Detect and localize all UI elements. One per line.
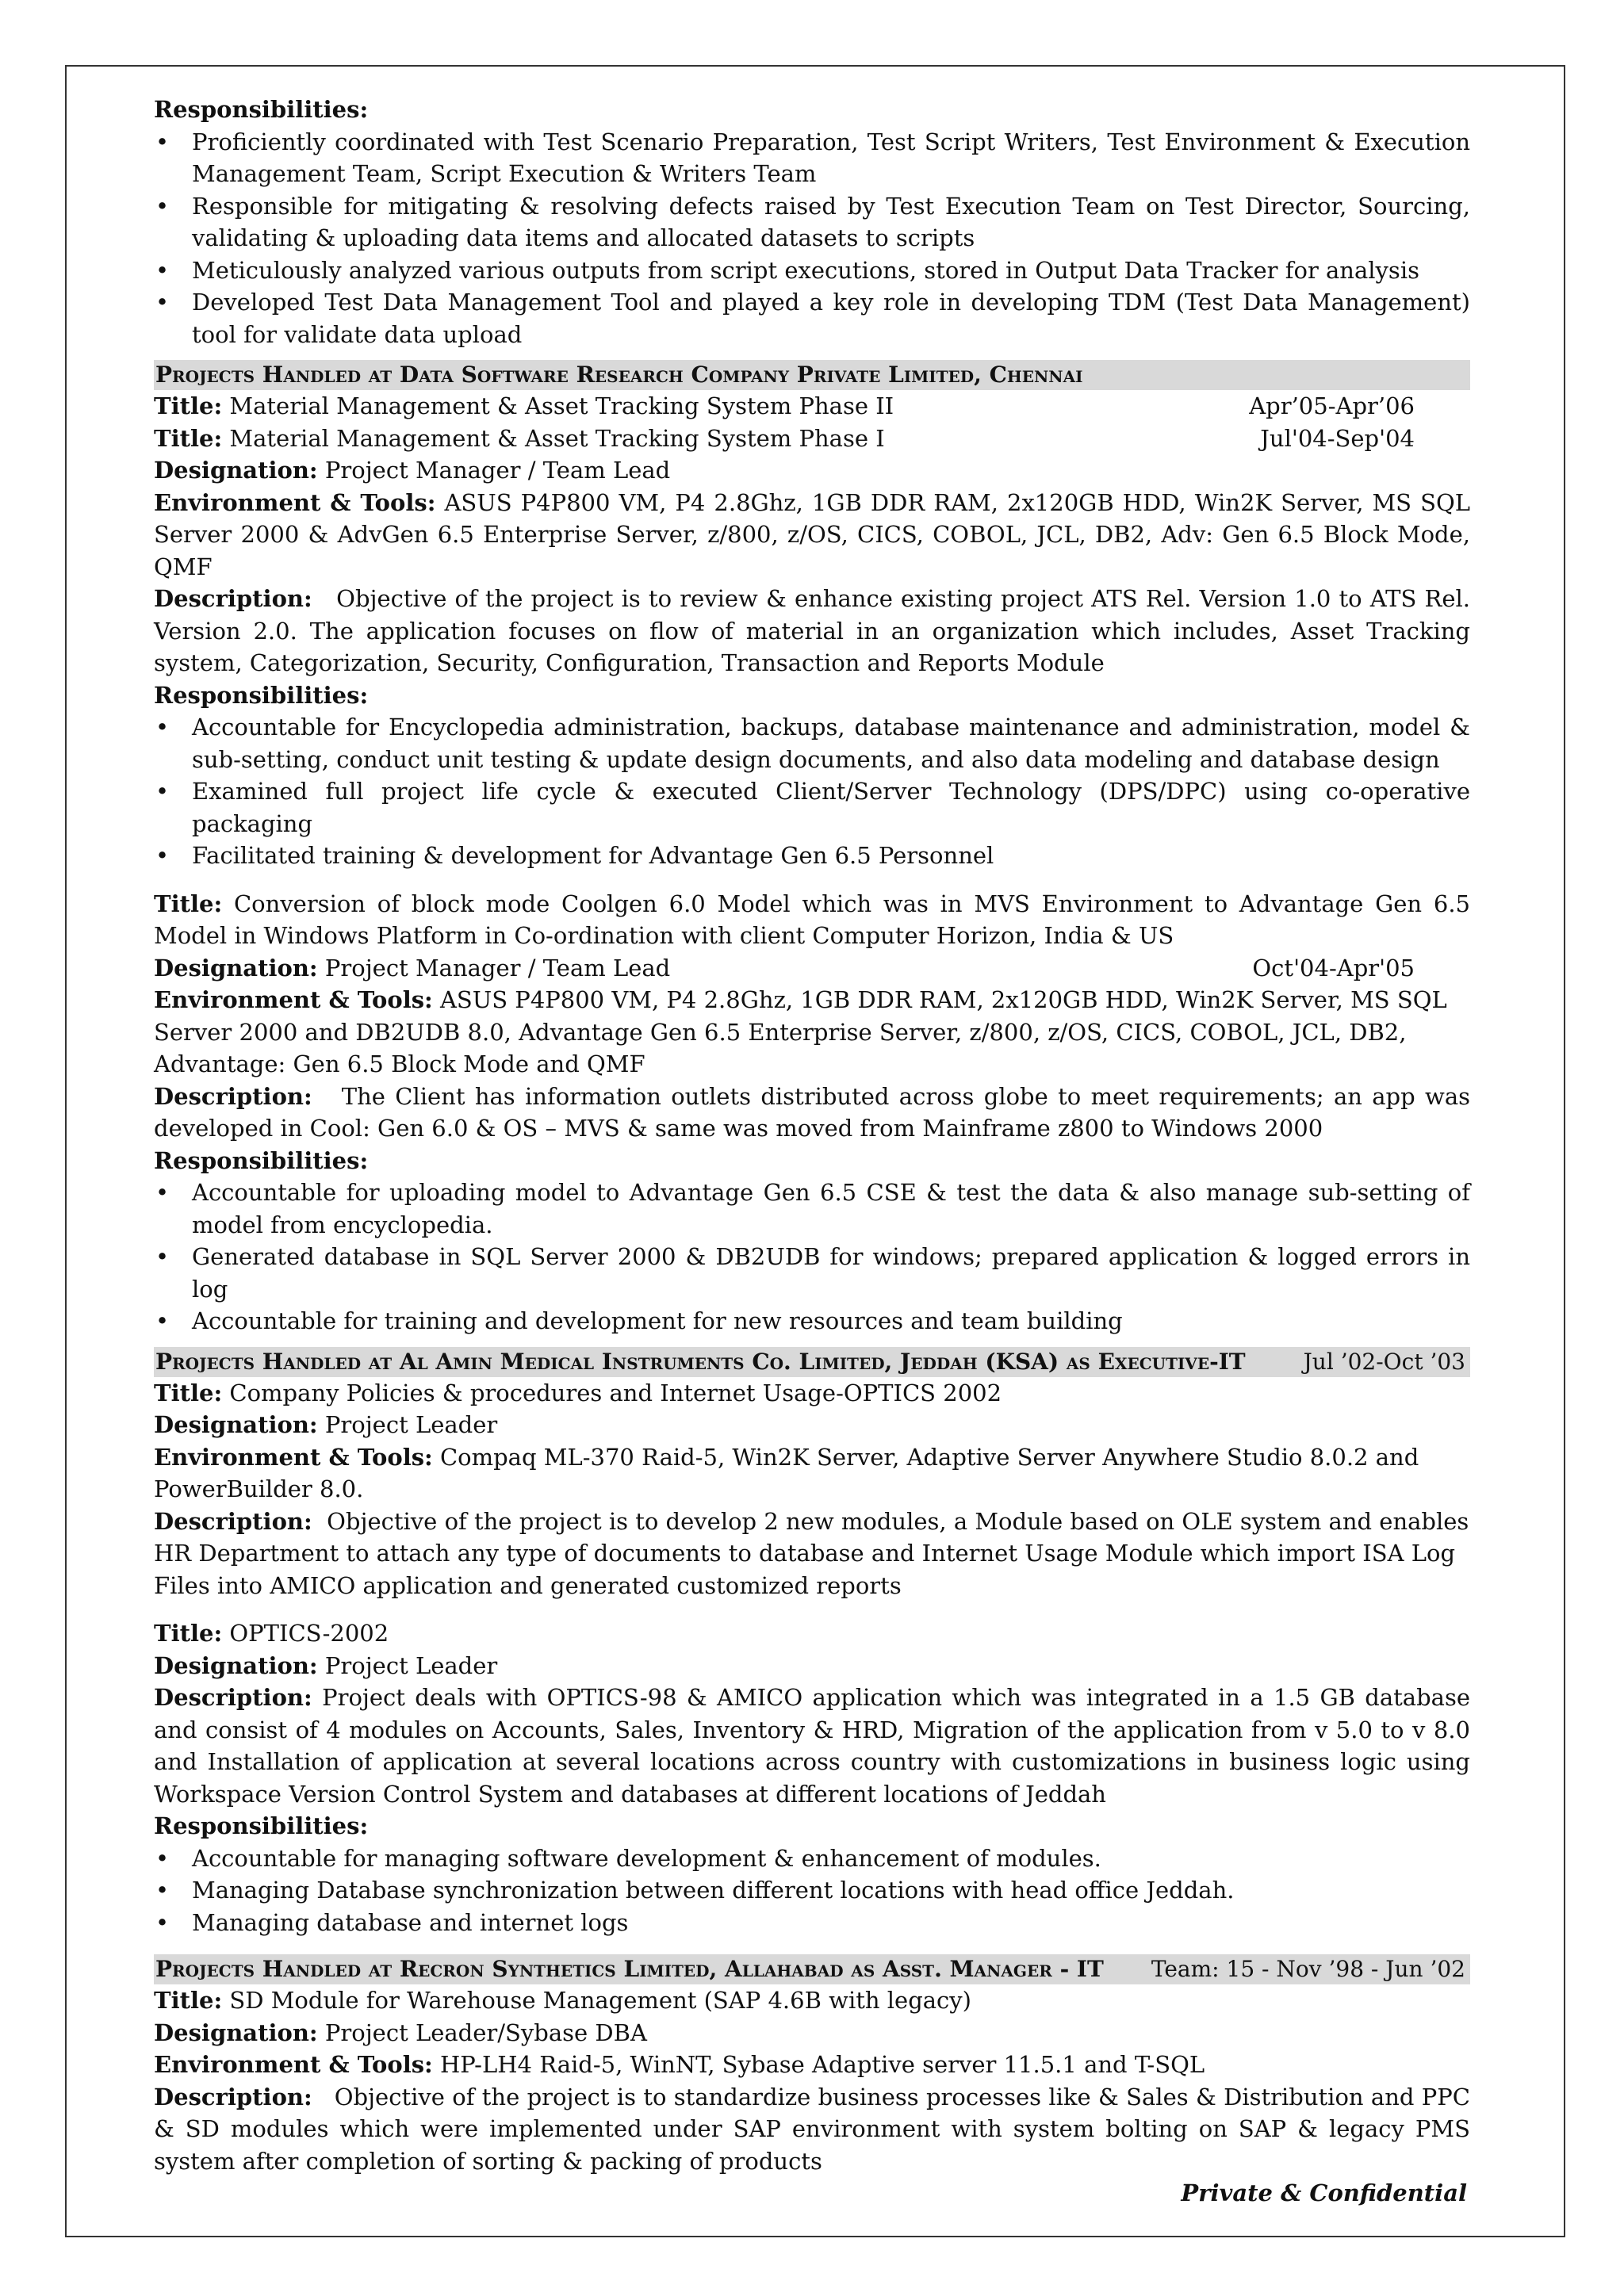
list-item: • Meticulously analyzed various outputs from script executions, stored in Output Data Tracker for analysis	[154, 254, 1470, 287]
list-item: • Managing Database synchronization between different locations with head office Jeddah.	[154, 1874, 1470, 1907]
designation: Project Manager / Team Lead	[324, 954, 671, 982]
list-item: • Accountable for managing software development & enhancement of modules.	[154, 1843, 1470, 1875]
designation: Designation: Project Leader/Sybase DBA	[154, 2019, 647, 2046]
environment-tools: Environment & Tools: ASUS P4P800 VM, P4 2.8Ghz, 1GB DDR RAM, 2x120GB HDD, Win2K Server, MS SQL Server 2000 & AdvGen 6.5 Enterprise Server, z/800, z/OS, CICS, COBOL, JCL, DB2, Adv: Gen 6.5 Block Mode, QMF	[154, 488, 1470, 580]
designation-row: Designation: Project Manager / Team Lead Oct'04-Apr'05	[154, 952, 1470, 985]
environment-tools: Environment & Tools: HP-LH4 Raid-5, WinNT, Sybase Adaptive server 11.5.1 and T-SQL	[154, 2051, 1205, 2078]
responsibilities-label: Responsibilities:	[154, 681, 369, 709]
project-title: Material Management & Asset Tracking System Phase II	[229, 392, 894, 419]
project-title: Title: OPTICS-2002	[154, 1620, 389, 1647]
list-item: • Accountable for Encyclopedia administration, backups, database maintenance and administration, model & sub-setting, conduct unit testing & update design documents, and also data modeling and database design	[154, 711, 1470, 775]
description: Description: Objective of the project is to develop 2 new modules, a Module based on OLE system and enables HR Department to attach any type of documents to database and Internet Usage Module which import ISA Log Files into AMICO application and generated customized reports	[154, 1507, 1469, 1599]
project-title-row: Title: Material Management & Asset Tracking System Phase I Jul'04-Sep'04	[154, 423, 1470, 455]
responsibilities-label: Responsibilities:	[154, 1146, 369, 1174]
project-date: Jul'04-Sep'04	[1260, 424, 1415, 452]
project-date: Apr’05-Apr’06	[1249, 392, 1415, 419]
project-title: Title: Company Policies & procedures and Internet Usage-OPTICS 2002	[154, 1379, 1002, 1406]
project-title: Title: Conversion of block mode Coolgen 6.0 Model which was in MVS Environment to Advantage Gen 6.5 Model in Windows Platform in Co-ordination with client Computer Horizon, India & US	[154, 890, 1471, 949]
section-heading-recron: Projects Handled at Recron Synthetics Limited, Allahabad as Asst. Manager - IT Team: 15 - Nov ’98 - Jun ’02	[154, 1954, 1470, 1984]
section-heading-data-software: Projects Handled at Data Software Research Company Private Limited, Chennai	[154, 360, 1470, 390]
project-title: Material Management & Asset Tracking System Phase I	[229, 424, 885, 452]
list-item: • Responsible for mitigating & resolving defects raised by Test Execution Team on Test Director, Sourcing, validating & uploading data items and allocated datasets to scripts	[154, 190, 1470, 254]
designation: Designation: Project Leader	[154, 1651, 498, 1679]
list-item: • Examined full project life cycle & executed Client/Server Technology (DPS/DPC) using co-operative packaging	[154, 775, 1470, 840]
list-item: • Accountable for training and development for new resources and team building	[154, 1305, 1470, 1337]
resume-content	[154, 94, 1470, 2210]
description: Description: Objective of the project is to review & enhance existing project ATS Rel. Version 1.0 to ATS Rel. Version 2.0. The application focuses on flow of material in an organization which includes, Asset Tracking system, Categorization, Security, Configuration, Transaction and Reports Module	[154, 585, 1471, 676]
list-item: • Managing database and internet logs	[154, 1907, 1470, 1939]
list-item: • Facilitated training & development for Advantage Gen 6.5 Personnel	[154, 840, 1470, 872]
environment-tools: Environment & Tools: ASUS P4P800 VM, P4 2.8Ghz, 1GB DDR RAM, 2x120GB HDD, Win2K Server, MS SQL Server 2000 and DB2UDB 8.0, Advantage Gen 6.5 Enterprise Server, z/800, z/OS, CICS, COBOL, JCL, DB2, Advantage: Gen 6.5 Block Mode and QMF	[154, 986, 1447, 1077]
section-heading-al-amin: Projects Handled at Al Amin Medical Instruments Co. Limited, Jeddah (KSA) as Executive-IT Jul ’02-Oct ’03	[154, 1347, 1470, 1377]
responsibilities-label: Responsibilities:	[154, 96, 369, 123]
designation: Designation: Project Manager / Team Lead	[154, 457, 671, 484]
responsibilities-list	[154, 1843, 1470, 1939]
responsibilities-list	[154, 126, 1470, 351]
responsibilities-label: Responsibilities:	[154, 1812, 369, 1839]
responsibilities-list	[154, 711, 1470, 872]
list-item: • Proficiently coordinated with Test Scenario Preparation, Test Script Writers, Test Environment & Execution Management Team, Script Execution & Writers Team	[154, 126, 1470, 190]
description: Description: The Client has information outlets distributed across globe to meet requirements; an app was developed in Cool: Gen 6.0 & OS – MVS & same was moved from Mainframe z800 to Windows 2000	[154, 1082, 1471, 1142]
project-title-row: Title: Material Management & Asset Tracking System Phase II Apr’05-Apr’06	[154, 390, 1470, 423]
project-date: Oct'04-Apr'05	[1252, 954, 1415, 982]
list-item: • Generated database in SQL Server 2000 & DB2UDB for windows; prepared application & logged errors in log	[154, 1241, 1470, 1305]
section-date: Jul ’02-Oct ’03	[1303, 1348, 1465, 1375]
list-item: • Accountable for uploading model to Advantage Gen 6.5 CSE & test the data & also manage sub-setting of model from encyclopedia.	[154, 1177, 1470, 1241]
environment-tools: Environment & Tools: Compaq ML-370 Raid-5, Win2K Server, Adaptive Server Anywhere Studio 8.0.2 and PowerBuilder 8.0.	[154, 1443, 1419, 1502]
designation: Designation: Project Leader	[154, 1411, 498, 1438]
description: Description: Project deals with OPTICS-98 & AMICO application which was integrated in a 1.5 GB database and consist of 4 modules on Accounts, Sales, Inventory & HRD, Migration of the application from v 5.0 to v 8.0 and Installation of application at several locations across country with customizations in business logic using Workspace Version Control System and databases at different locations of Jeddah	[154, 1684, 1470, 1808]
responsibilities-list	[154, 1177, 1470, 1337]
confidential-footer: Private & Confidential	[1181, 2179, 1467, 2206]
section-date: Team: 15 - Nov ’98 - Jun ’02	[1151, 1956, 1465, 1982]
list-item: • Developed Test Data Management Tool and played a key role in developing TDM (Test Data Management) tool for validate data upload	[154, 286, 1470, 350]
project-title: Title: SD Module for Warehouse Management (SAP 4.6B with legacy)	[154, 1987, 971, 2014]
description: Description: Objective of the project is to standardize business processes like & Sales & Distribution and PPC & SD modules which were implemented under SAP environment with system bolting on SAP & legacy PMS system after completion of sorting & packing of products	[154, 2083, 1470, 2175]
